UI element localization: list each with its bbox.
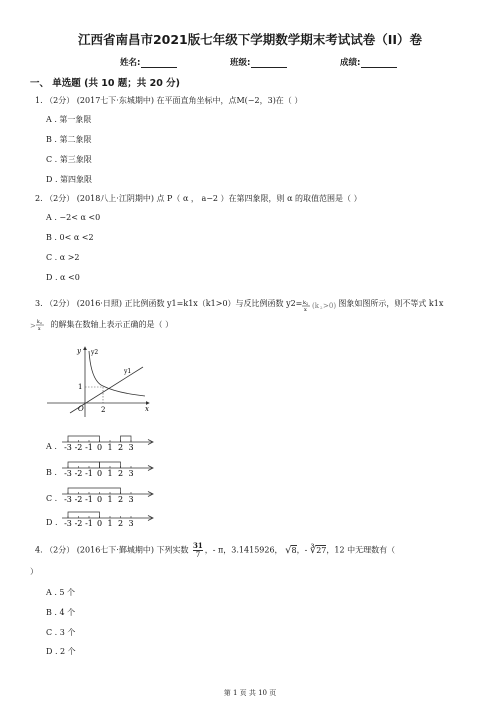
q3-fraction-image (302, 298, 338, 310)
q4-stem-part4: ，12 中无理数有（ (326, 545, 396, 555)
sqrt-icon: √ (285, 545, 292, 556)
class-blank[interactable] (251, 58, 287, 68)
q3-numberline-c (62, 482, 154, 504)
q3-numberline-b (62, 456, 154, 478)
q3-numberline-a (62, 430, 154, 452)
q3-stem-part1: 3. （2分） (2016·日照) 正比例函数 y1=k1x（k1>0）与反比例函数 y2= (35, 299, 303, 308)
numberline-tick-label: -1 (85, 519, 93, 528)
score-field[interactable] (340, 56, 397, 68)
numberline-tick-label: -2 (74, 495, 83, 504)
svg-text:k: k (37, 320, 40, 325)
svg-text:2: 2 (320, 305, 323, 310)
q4-stem-part1: 4. （2分） (2016七下·鄞城期中) 下列实数 (35, 545, 189, 555)
y2-curve (89, 351, 145, 396)
numberline-tick-label: -3 (64, 443, 72, 452)
numberline-tick-label: 0 (96, 495, 103, 504)
svg-text:(k: (k (312, 302, 320, 310)
numberline-tick-label: -3 (64, 495, 72, 504)
q2-stem: 2. （2分） (2018八上·江阴期中) 点 P（ α ， a−2 ）在第四象限，则 α 的取值范围是（ ） (35, 194, 362, 203)
numberline-tick-label: -3 (64, 469, 72, 478)
q4-stem-line2: ） (30, 567, 38, 576)
q2-option-d[interactable]: D . α <0 (46, 273, 80, 282)
svg-text:>: > (30, 322, 36, 330)
solution-bracket (68, 462, 100, 468)
q2-option-b[interactable]: B . 0< α <2 (46, 233, 94, 242)
numberline-tick-label: -2 (74, 469, 83, 478)
numberline-tick-label: -1 (85, 469, 93, 478)
q3-option-c[interactable]: C . (46, 494, 58, 503)
name-label: 姓名: (120, 58, 141, 68)
numberline-tick-label: 0 (96, 443, 103, 452)
page-footer: 第 1 页 共 10 页 (223, 689, 277, 697)
q4-stem-line1 (35, 542, 395, 559)
graph-1-label: 1 (78, 383, 83, 391)
q2-option-c[interactable]: C . α >2 (46, 253, 80, 262)
q3-stem-line1 (35, 298, 443, 310)
q3-stem-part3: 的解集在数轴上表示正确的是（ ） (50, 320, 174, 329)
q4-option-a[interactable]: A . 5 个 (46, 588, 76, 597)
numberline-tick-label: 2 (117, 443, 124, 452)
q4-stem-part3: ，- (296, 545, 308, 555)
score-label: 成绩: (340, 58, 361, 68)
q3-option-d[interactable]: D . (46, 518, 58, 527)
cube-root-icon: ∛ (309, 545, 317, 556)
numberline-tick-label: -2 (74, 443, 83, 452)
graph-y-label: y (77, 347, 81, 355)
fraction-31-7 (193, 542, 203, 559)
section-heading: 一、 单选题 (共 10 题；共 20 分) (30, 78, 180, 89)
graph-x-label: x (145, 405, 149, 413)
q1-option-b[interactable]: B . 第二象限 (46, 135, 92, 144)
q3-stem-line2 (30, 318, 173, 332)
q3-option-b[interactable]: B . (46, 468, 57, 477)
numberline-tick-label: 0 (96, 469, 103, 478)
numberline-tick-label: 2 (117, 469, 124, 478)
svg-text:2: 2 (306, 302, 309, 306)
page-title: 江西省南昌市2021版七年级下学期数学期末考试试卷（II）卷 (77, 32, 423, 47)
numberline-tick-label: 3 (128, 519, 134, 528)
name-field[interactable] (120, 56, 177, 68)
solution-bracket (68, 512, 100, 518)
svg-text:x: x (304, 307, 308, 312)
solution-bracket (121, 436, 132, 442)
numberline-tick-label: 2 (117, 495, 124, 504)
numberline-tick-label: 0 (96, 519, 103, 528)
graph-y2-label: y2 (91, 349, 99, 356)
numberline-tick-label: 3 (128, 495, 134, 504)
fraction-numerator: 31 (193, 541, 203, 550)
q4-stem-part2: ，- π，3.1415926， (204, 545, 283, 555)
class-label: 班级: (230, 58, 251, 68)
cbrt-27: ∛27 (309, 545, 327, 556)
numberline-tick-label: 1 (107, 443, 113, 452)
numberline-tick-label: 3 (128, 469, 134, 478)
svg-text:2: 2 (40, 321, 42, 325)
numberline-tick-label: -1 (85, 495, 93, 504)
numberline-tick-label: 2 (117, 519, 124, 528)
q1-option-d[interactable]: D . 第四象限 (46, 175, 93, 184)
numberline-tick-label: -1 (85, 443, 93, 452)
graph-2-label: 2 (101, 406, 106, 414)
q3-option-a[interactable]: A . (46, 442, 57, 451)
graph-y1-label: y1 (124, 368, 132, 375)
q4-option-d[interactable]: D . 2 个 (46, 647, 76, 656)
numberline-tick-label: 1 (107, 519, 113, 528)
q1-option-c[interactable]: C . 第三象限 (46, 155, 92, 164)
q1-option-a[interactable]: A . 第一象限 (46, 115, 92, 124)
q3-function-graph (45, 343, 155, 418)
gt-k2-over-x-icon (30, 318, 46, 332)
q4-option-b[interactable]: B . 4 个 (46, 608, 76, 617)
q3-stem-part2: 图象如图所示，则不等式 k1x (338, 299, 444, 308)
numberline-tick-label: 1 (107, 495, 113, 504)
solution-bracket (68, 488, 121, 494)
q4-option-c[interactable]: C . 3 个 (46, 628, 76, 637)
graph-origin-label: O (78, 405, 84, 413)
svg-text:x: x (38, 327, 41, 332)
solution-bracket (68, 436, 100, 442)
numberline-tick-label: -3 (64, 519, 72, 528)
q2-option-a[interactable]: A . −2< α <0 (46, 213, 101, 222)
name-blank[interactable] (141, 58, 177, 68)
class-field[interactable] (230, 56, 287, 68)
svg-text:>0): >0) (323, 302, 337, 310)
q1-stem: 1. （2分） (2017七下·东城期中) 在平面直角坐标中，点M(−2，3)在（ ） (35, 96, 303, 105)
sqrt-8: √8 (285, 545, 297, 556)
svg-text:k: k (303, 300, 307, 306)
numberline-tick-label: -2 (74, 519, 83, 528)
numberline-tick-label: 1 (107, 469, 113, 478)
numberline-tick-label: 3 (128, 443, 134, 452)
q3-numberline-d (62, 506, 154, 528)
fraction-denominator: 7 (193, 550, 203, 559)
k2-over-x-icon (302, 298, 338, 312)
score-blank[interactable] (361, 58, 397, 68)
